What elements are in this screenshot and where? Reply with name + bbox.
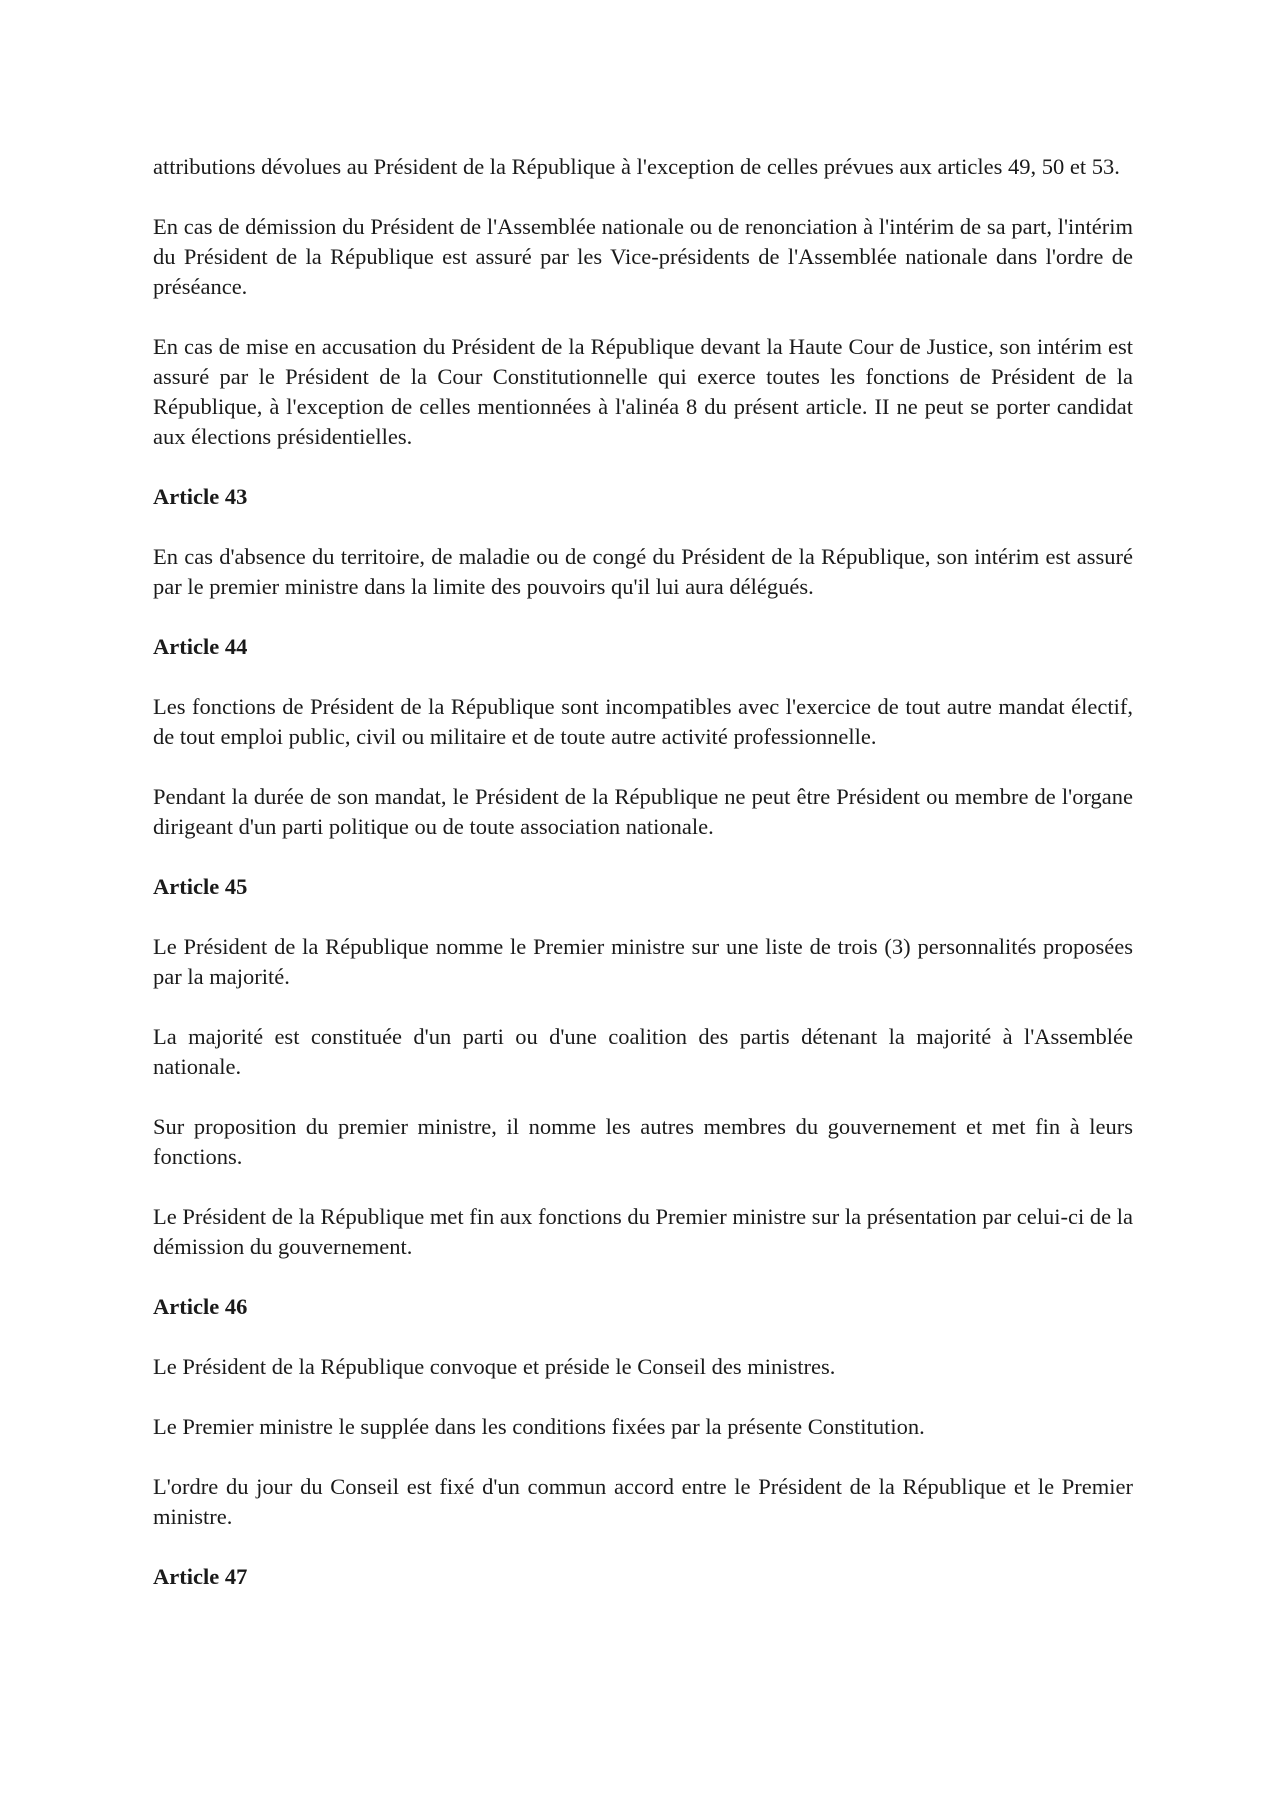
paragraph: La majorité est constituée d'un parti ou d'une coalition des partis détenant la majorité à l'Assemblée nationale. <box>153 1024 1133 1079</box>
article-heading: Article 47 <box>153 1564 248 1589</box>
document-body <box>153 152 1133 1592</box>
paragraph: L'ordre du jour du Conseil est fixé d'un commun accord entre le Président de la République et le Premier ministre. <box>153 1474 1133 1529</box>
paragraph: Les fonctions de Président de la République sont incompatibles avec l'exercice de tout autre mandat électif, de tout emploi public, civil ou militaire et de toute autre activité professionnelle. <box>153 694 1133 749</box>
paragraph: Le Premier ministre le supplée dans les conditions fixées par la présente Constitution. <box>153 1414 925 1439</box>
paragraph: Le Président de la République met fin aux fonctions du Premier ministre sur la présentation par celui-ci de la démission du gouvernement. <box>153 1204 1133 1259</box>
article-heading: Article 45 <box>153 874 248 899</box>
paragraph: En cas d'absence du territoire, de maladie ou de congé du Président de la République, son intérim est assuré par le premier ministre dans la limite des pouvoirs qu'il lui aura délégués. <box>153 544 1133 599</box>
article-heading: Article 43 <box>153 484 248 509</box>
paragraph: En cas de démission du Président de l'Assemblée nationale ou de renonciation à l'intérim de sa part, l'intérim du Président de la République est assuré par les Vice-présidents de l'Assemblée nationale dans l'ordre de préséance. <box>153 214 1133 299</box>
article-heading: Article 46 <box>153 1294 248 1319</box>
paragraph: En cas de mise en accusation du Président de la République devant la Haute Cour de Justice, son intérim est assuré par le Président de la Cour Constitutionnelle qui exerce toutes les fonctions de Président de la République, à l'exception de celles mentionnées à l'alinéa 8 du présent article. II ne peut se porter candidat aux élections présidentielles. <box>153 334 1133 449</box>
article-heading: Article 44 <box>153 634 248 659</box>
paragraph: Le Président de la République convoque et préside le Conseil des ministres. <box>153 1354 836 1379</box>
paragraph: Pendant la durée de son mandat, le Président de la République ne peut être Président ou membre de l'organe dirigeant d'un parti politique ou de toute association nationale. <box>153 784 1133 839</box>
paragraph: Le Président de la République nomme le Premier ministre sur une liste de trois (3) personnalités proposées par la majorité. <box>153 934 1133 989</box>
paragraph: Sur proposition du premier ministre, il nomme les autres membres du gouvernement et met fin à leurs fonctions. <box>153 1114 1133 1169</box>
paragraph: attributions dévolues au Président de la République à l'exception de celles prévues aux articles 49, 50 et 53. <box>153 154 1120 179</box>
